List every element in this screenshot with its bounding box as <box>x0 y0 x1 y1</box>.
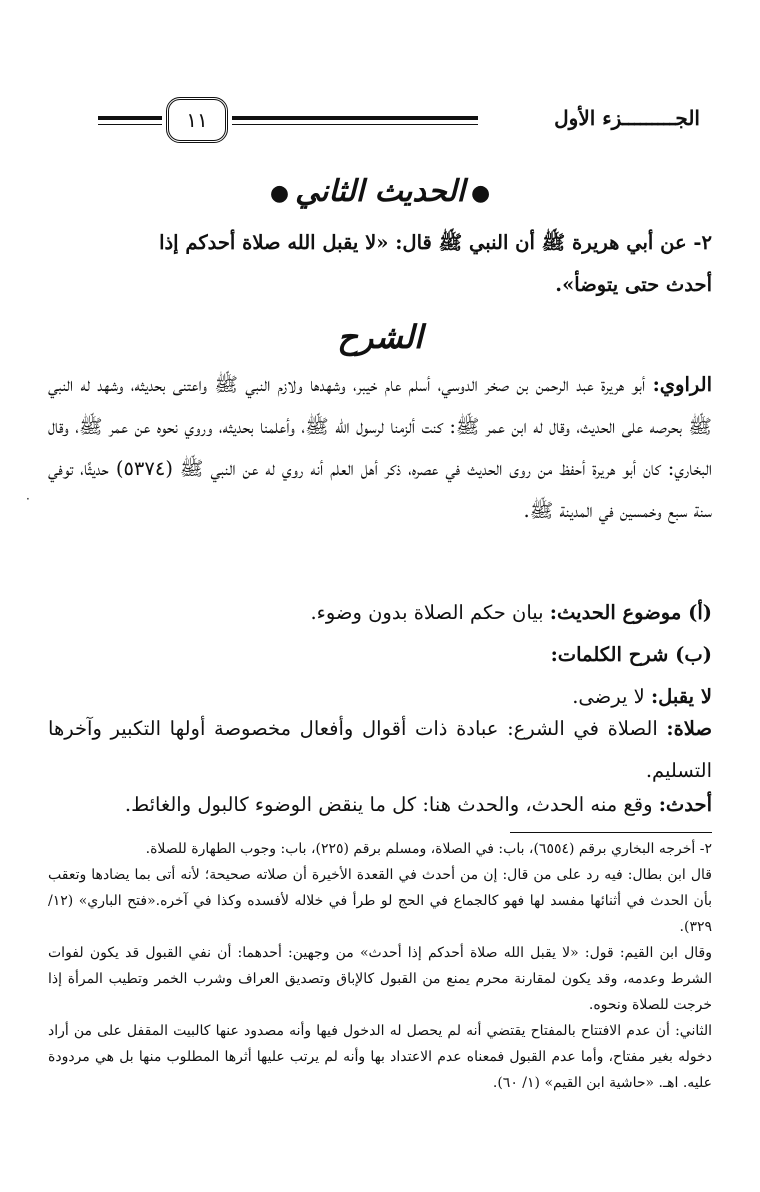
header-rule-left-thin <box>98 124 162 125</box>
topic-text: بيان حكم الصلاة بدون وضوء. <box>310 601 544 624</box>
word2-label: صلاة: <box>666 717 712 740</box>
footnote-2: قال ابن بطال: فيه رد على من قال: إن من أحدث في القعدة الأخيرة أن صلاته صحيحة؛ لأنه أتى بما يضادها وتعقب بأن الحدث في أثنائها مفسد لها فهو كالجماع في الحج لو طرأ في خلاله لأفسده وكذا في آخره.«فتح الباري» (١٢/ ٣٢٩). <box>48 867 712 935</box>
narrator-label: الراوي: <box>652 373 712 396</box>
hadith-title <box>0 174 760 209</box>
narrator-paragraph <box>48 364 712 532</box>
margin-mark: · <box>26 492 30 506</box>
narrator-text: أبو هريرة عبد الرحمن بن صخر الدوسي، أسلم عام خيبر، وشهدها ولازم النبي ﷺ واعتنى بحديثه، وشهد له النبي ﷺ بحرصه على الحديث، وقال له ابن عمر ﷺ: كنت ألزمنا لرسول الله ﷺ، وأعلمنا بحديثه، وروي نحوه عن عمر ﷺ، وقال البخاري: كان أبو هريرة أحفظ من روى الحديث في عصره، ذكر أهل العلم أنه روي له عن النبي ﷺ (٥٣٧٤) حديثًا، توفي سنة سبع وخمسين في المدينة ﷺ. <box>48 373 713 522</box>
topic-line <box>48 592 712 634</box>
header-rule-left <box>98 116 162 120</box>
bullet-icon: ● <box>269 180 290 206</box>
word2-text: الصلاة في الشرع: عبادة ذات أقوال وأفعال مخصوصة أولها التكبير وآخرها التسليم. <box>48 717 712 782</box>
hadith-text-line2: أحدث حتى يتوضأ». <box>555 273 712 296</box>
word2-paragraph <box>48 708 712 792</box>
word3-line <box>48 784 712 826</box>
word1-label: لا يقبل: <box>650 685 712 708</box>
footnote-4: الثاني: أن عدم الافتتاح بالمفتاح يقتضي أنه لم يحصل له الدخول فيها وأنه مصدود عنها كالبيت المقفل على من أراد دخوله بغير مفتاح، وأما عدم القبول فمعناه عدم الاعتداد بها وأنه لم يرتب عليها أثرها المطلوب منها بل هي مردودة عليه. اهـ. «حاشية ابن القيم» (١/ ٦٠). <box>48 1023 712 1091</box>
words-heading: (ب) شرح الكلمات: <box>550 643 712 666</box>
word3-label: أحدث: <box>658 793 712 816</box>
header-rule <box>232 116 478 120</box>
footnote-1: ٢- أخرجه البخاري برقم (٦٥٥٤)، باب: في الصلاة، ومسلم برقم (٢٢٥)، باب: وجوب الطهارة للصلاة. <box>145 841 712 857</box>
word1-text: لا يرضى. <box>572 685 645 708</box>
page-number: ١١ <box>186 108 208 132</box>
page-number-frame <box>166 97 228 143</box>
word3-text: وقع منه الحدث، والحدث هنا: كل ما ينقض الوضوء كالبول والغائط. <box>124 793 653 816</box>
sharh-heading: الشرح <box>337 318 423 356</box>
hadith-text-line1: ٢- عن أبي هريرة ﷺ أن النبي ﷺ قال: «لا يقبل الله صلاة أحدكم إذا <box>159 231 712 254</box>
footnote-3: وقال ابن القيم: قول: «لا يقبل الله صلاة أحدكم إذا أحدث» من وجهين: أحدهما: أن نفي القبول قد يكون لفوات الشرط وعدمه، وقد يكون لمقارنة محرم يمنع من القبول كالإباق وتصديق العراف وشرب الخمر وتطيب المرأة إذا خرجت للصلاة ونحوه. <box>48 945 712 1013</box>
hadith-title-text: الحديث الثاني <box>295 174 465 209</box>
header-rule-thin <box>232 124 478 125</box>
footnote-rule <box>510 832 712 833</box>
bullet-icon: ● <box>470 180 491 206</box>
topic-label: (أ) موضوع الحديث: <box>549 601 712 624</box>
part-title: الجـــــــــزء الأول <box>554 106 700 130</box>
